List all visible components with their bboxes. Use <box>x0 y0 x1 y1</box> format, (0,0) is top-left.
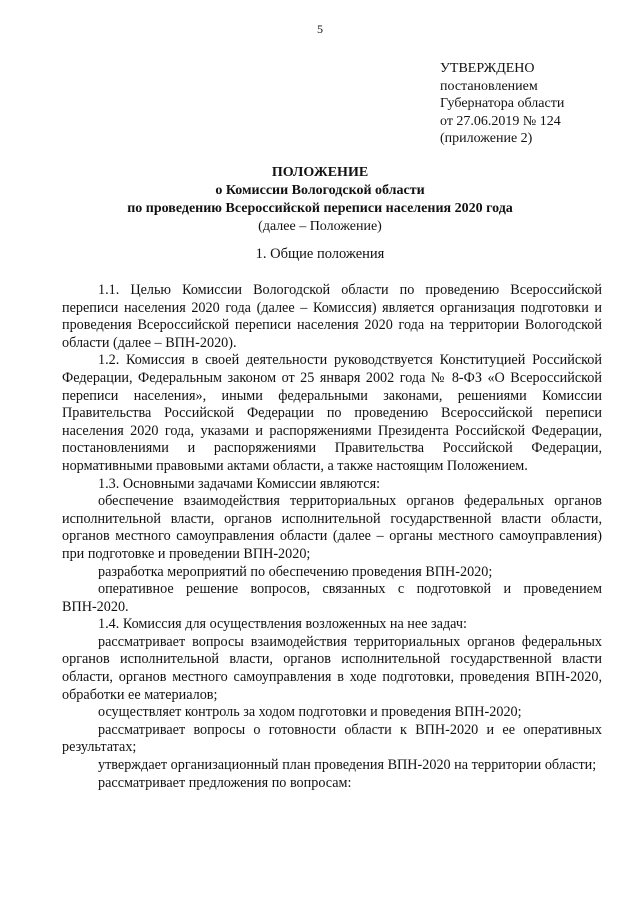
approval-line: Губернатора области <box>440 96 565 111</box>
paragraph: 1.2. Комиссия в своей деятельности руководствуется Конституцией Российской Федерации, Федеральным законом от 25 января 2002 года № 8-ФЗ «О Всероссийской переписи населения», иными федеральными законами, решениями Комиссии Правительства Российской Федерации по проведению Всероссийской переписи населения 2020 года, указами и распоряжениями Президента Российской Федерации, постановлениями и распоряжениями Правительства Российской Федерации, нормативными правовыми актами области, а также настоящим Положением. <box>62 352 602 474</box>
paragraph: обеспечение взаимодействия территориальных органов федеральных органов исполнительной власти, органов исполнительной государственной власти области, органов местного самоуправления области (далее – органы местного самоуправления) при подготовке и проведении ВПН-2020; <box>62 493 602 562</box>
page-number: 5 <box>317 22 323 36</box>
document-heading <box>40 164 600 236</box>
paragraph: утверждает организационный план проведения ВПН-2020 на территории области; <box>98 757 597 774</box>
document-abbreviation: (далее – Положение) <box>258 219 382 234</box>
document-subtitle: по проведению Всероссийской переписи населения 2020 года <box>127 201 513 216</box>
paragraph: 1.4. Комиссия для осуществления возложенных на нее задач: <box>98 616 467 633</box>
document-title: ПОЛОЖЕНИЕ <box>271 165 369 180</box>
paragraph: рассматривает вопросы о готовности области к ВПН-2020 и ее оперативных результатах; <box>62 721 602 756</box>
approval-line: от 27.06.2019 № 124 <box>440 113 561 129</box>
paragraph: разработка мероприятий по обеспечению проведения ВПН-2020; <box>98 563 493 580</box>
paragraph: рассматривает предложения по вопросам: <box>98 774 352 791</box>
approval-line: УТВЕРЖДЕНО <box>440 61 535 76</box>
section-title: 1. Общие положения <box>255 246 385 262</box>
paragraph: рассматривает вопросы взаимодействия территориальных органов федеральных органов исполнительной власти, органов исполнительной государственной власти области, органов местного самоуправления в ходе подготовки, проведения ВПН-2020, обработки ее материалов; <box>62 633 602 703</box>
paragraph: оперативное решение вопросов, связанных с подготовкой и проведением ВПН-2020. <box>62 581 602 615</box>
paragraph: осуществляет контроль за ходом подготовки и проведения ВПН-2020; <box>98 704 522 721</box>
document-subtitle: о Комиссии Вологодской области <box>215 183 425 198</box>
document-body <box>62 282 602 792</box>
approval-line: постановлением <box>440 78 538 94</box>
approval-stamp <box>440 60 630 148</box>
paragraph: 1.3. Основными задачами Комиссии являются: <box>98 475 381 492</box>
approval-line: (приложение 2) <box>440 131 533 146</box>
paragraph: 1.1. Целью Комиссии Вологодской области по проведению Всероссийской переписи населения 2020 года (далее – Комиссия) является организация подготовки и проведения Всероссийской переписи населения 2020 года на территории Вологодской области (далее – ВПН-2020). <box>62 282 602 351</box>
